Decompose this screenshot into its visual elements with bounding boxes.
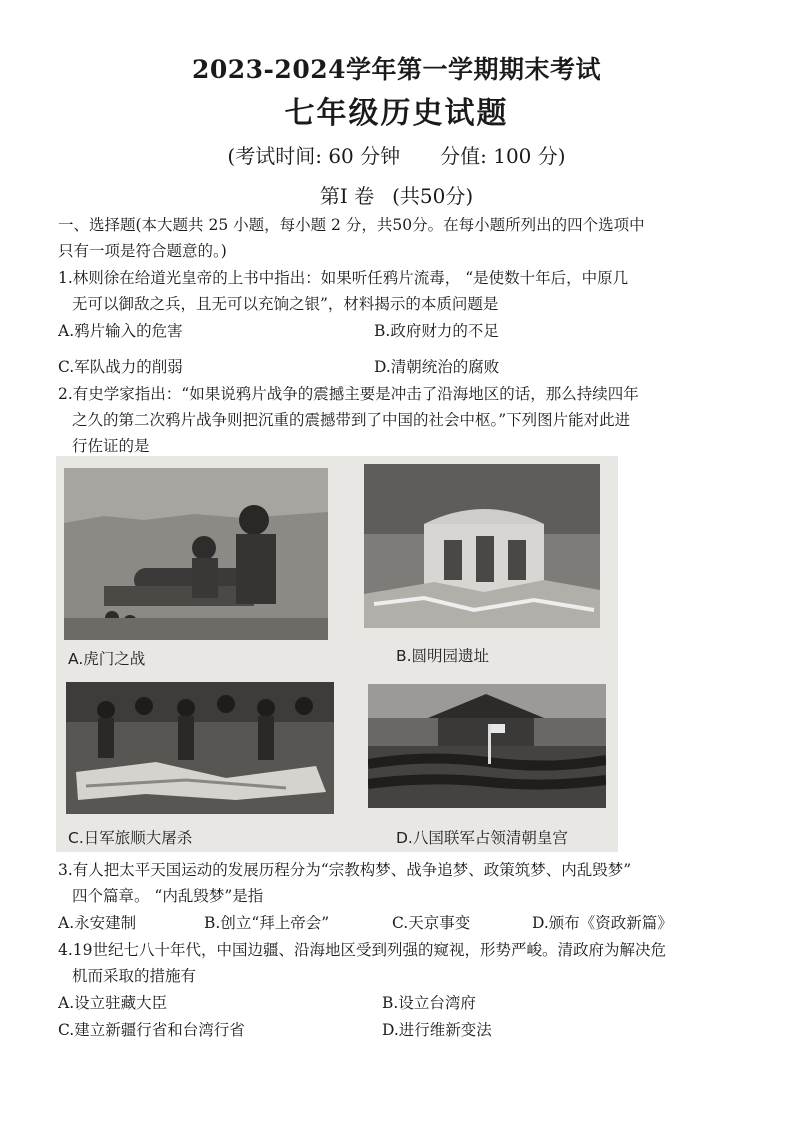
- photo-humen-battle: [64, 468, 328, 640]
- q3-option-d: D.颁布《资政新篇》: [532, 914, 673, 932]
- photo-c-caption: C.日军旅顺大屠杀: [68, 829, 193, 847]
- photo-yuanmingyuan-ruins: [364, 464, 600, 628]
- section-heading: [0, 180, 793, 209]
- q2-stem-line-3: 行佐证的是: [72, 437, 150, 455]
- section-part: 第Ⅰ 卷: [319, 184, 375, 208]
- photo-d-caption: D.八国联军占领清朝皇宫: [396, 829, 568, 847]
- q3-stem-line-1: 3.有人把太平天国运动的发展历程分为“宗教构梦、战争追梦、政策筑梦、内乱毁梦”: [58, 861, 632, 879]
- photo-lushun-massacre: [66, 682, 334, 814]
- exam-subtitle: 七年级历史试题: [284, 96, 509, 131]
- exam-meta: [0, 140, 793, 169]
- instructions-line-1: 一、选择题(本大题共 25 小题，每小题 2 分，共50分。在每小题所列出的四个选项中: [58, 216, 645, 234]
- exam-title: 2023-2024学年第一学期期末考试: [191, 55, 602, 84]
- q1-stem-line-2: 无可以御敌之兵，且无可以充饷之银”，材料揭示的本质问题是: [72, 295, 499, 313]
- q1-option-c: C.军队战力的削弱: [58, 358, 183, 376]
- q3-option-c: C.天京事变: [392, 914, 471, 932]
- q1-stem-line-1: 1.林则徐在给道光皇帝的上书中指出：如果听任鸦片流毒， “是使数十年后，中原几: [58, 269, 629, 287]
- q4-stem-line-1: 4.19世纪七八十年代，中国边疆、沿海地区受到列强的窥视，形势严峻。清政府为解决危: [58, 941, 667, 959]
- section-points: (共50分): [392, 184, 474, 208]
- q4-stem-line-2: 机而采取的措施有: [72, 967, 197, 985]
- q2-stem-line-1: 2.有史学家指出：“如果说鸦片战争的震撼主要是冲击了沿海地区的话，那么持续四年: [58, 385, 639, 403]
- q4-option-a: A.设立驻藏大臣: [58, 994, 168, 1012]
- photo-a-caption: A.虎门之战: [68, 650, 146, 668]
- q1-option-d: D.清朝统治的腐败: [374, 358, 500, 376]
- q4-option-d: D.进行维新变法: [382, 1021, 492, 1039]
- q4-option-b: B.设立台湾府: [382, 994, 476, 1012]
- q1-option-b: B.政府财力的不足: [374, 322, 499, 340]
- photo-grid: [56, 456, 618, 852]
- q2-stem-line-2: 之久的第二次鸦片战争则把沉重的震撼带到了中国的社会中枢。”下列图片能对此进: [72, 411, 631, 429]
- photo-b-caption: B.圆明园遗址: [396, 647, 490, 665]
- q3-stem-line-2: 四个篇章。 “内乱毁梦”是指: [72, 887, 264, 905]
- instructions-line-2: 只有一项是符合题意的。): [58, 242, 227, 260]
- exam-time: (考试时间: 60 分钟: [227, 144, 401, 168]
- q1-option-a: A.鸦片输入的危害: [58, 322, 183, 340]
- q3-option-a: A.永安建制: [58, 914, 137, 932]
- photo-eight-nation-palace: [368, 684, 606, 808]
- exam-score: 分值: 100 分): [440, 144, 566, 168]
- q3-option-b: B.创立“拜上帝会”: [204, 914, 330, 932]
- q4-option-c: C.建立新疆行省和台湾行省: [58, 1021, 245, 1039]
